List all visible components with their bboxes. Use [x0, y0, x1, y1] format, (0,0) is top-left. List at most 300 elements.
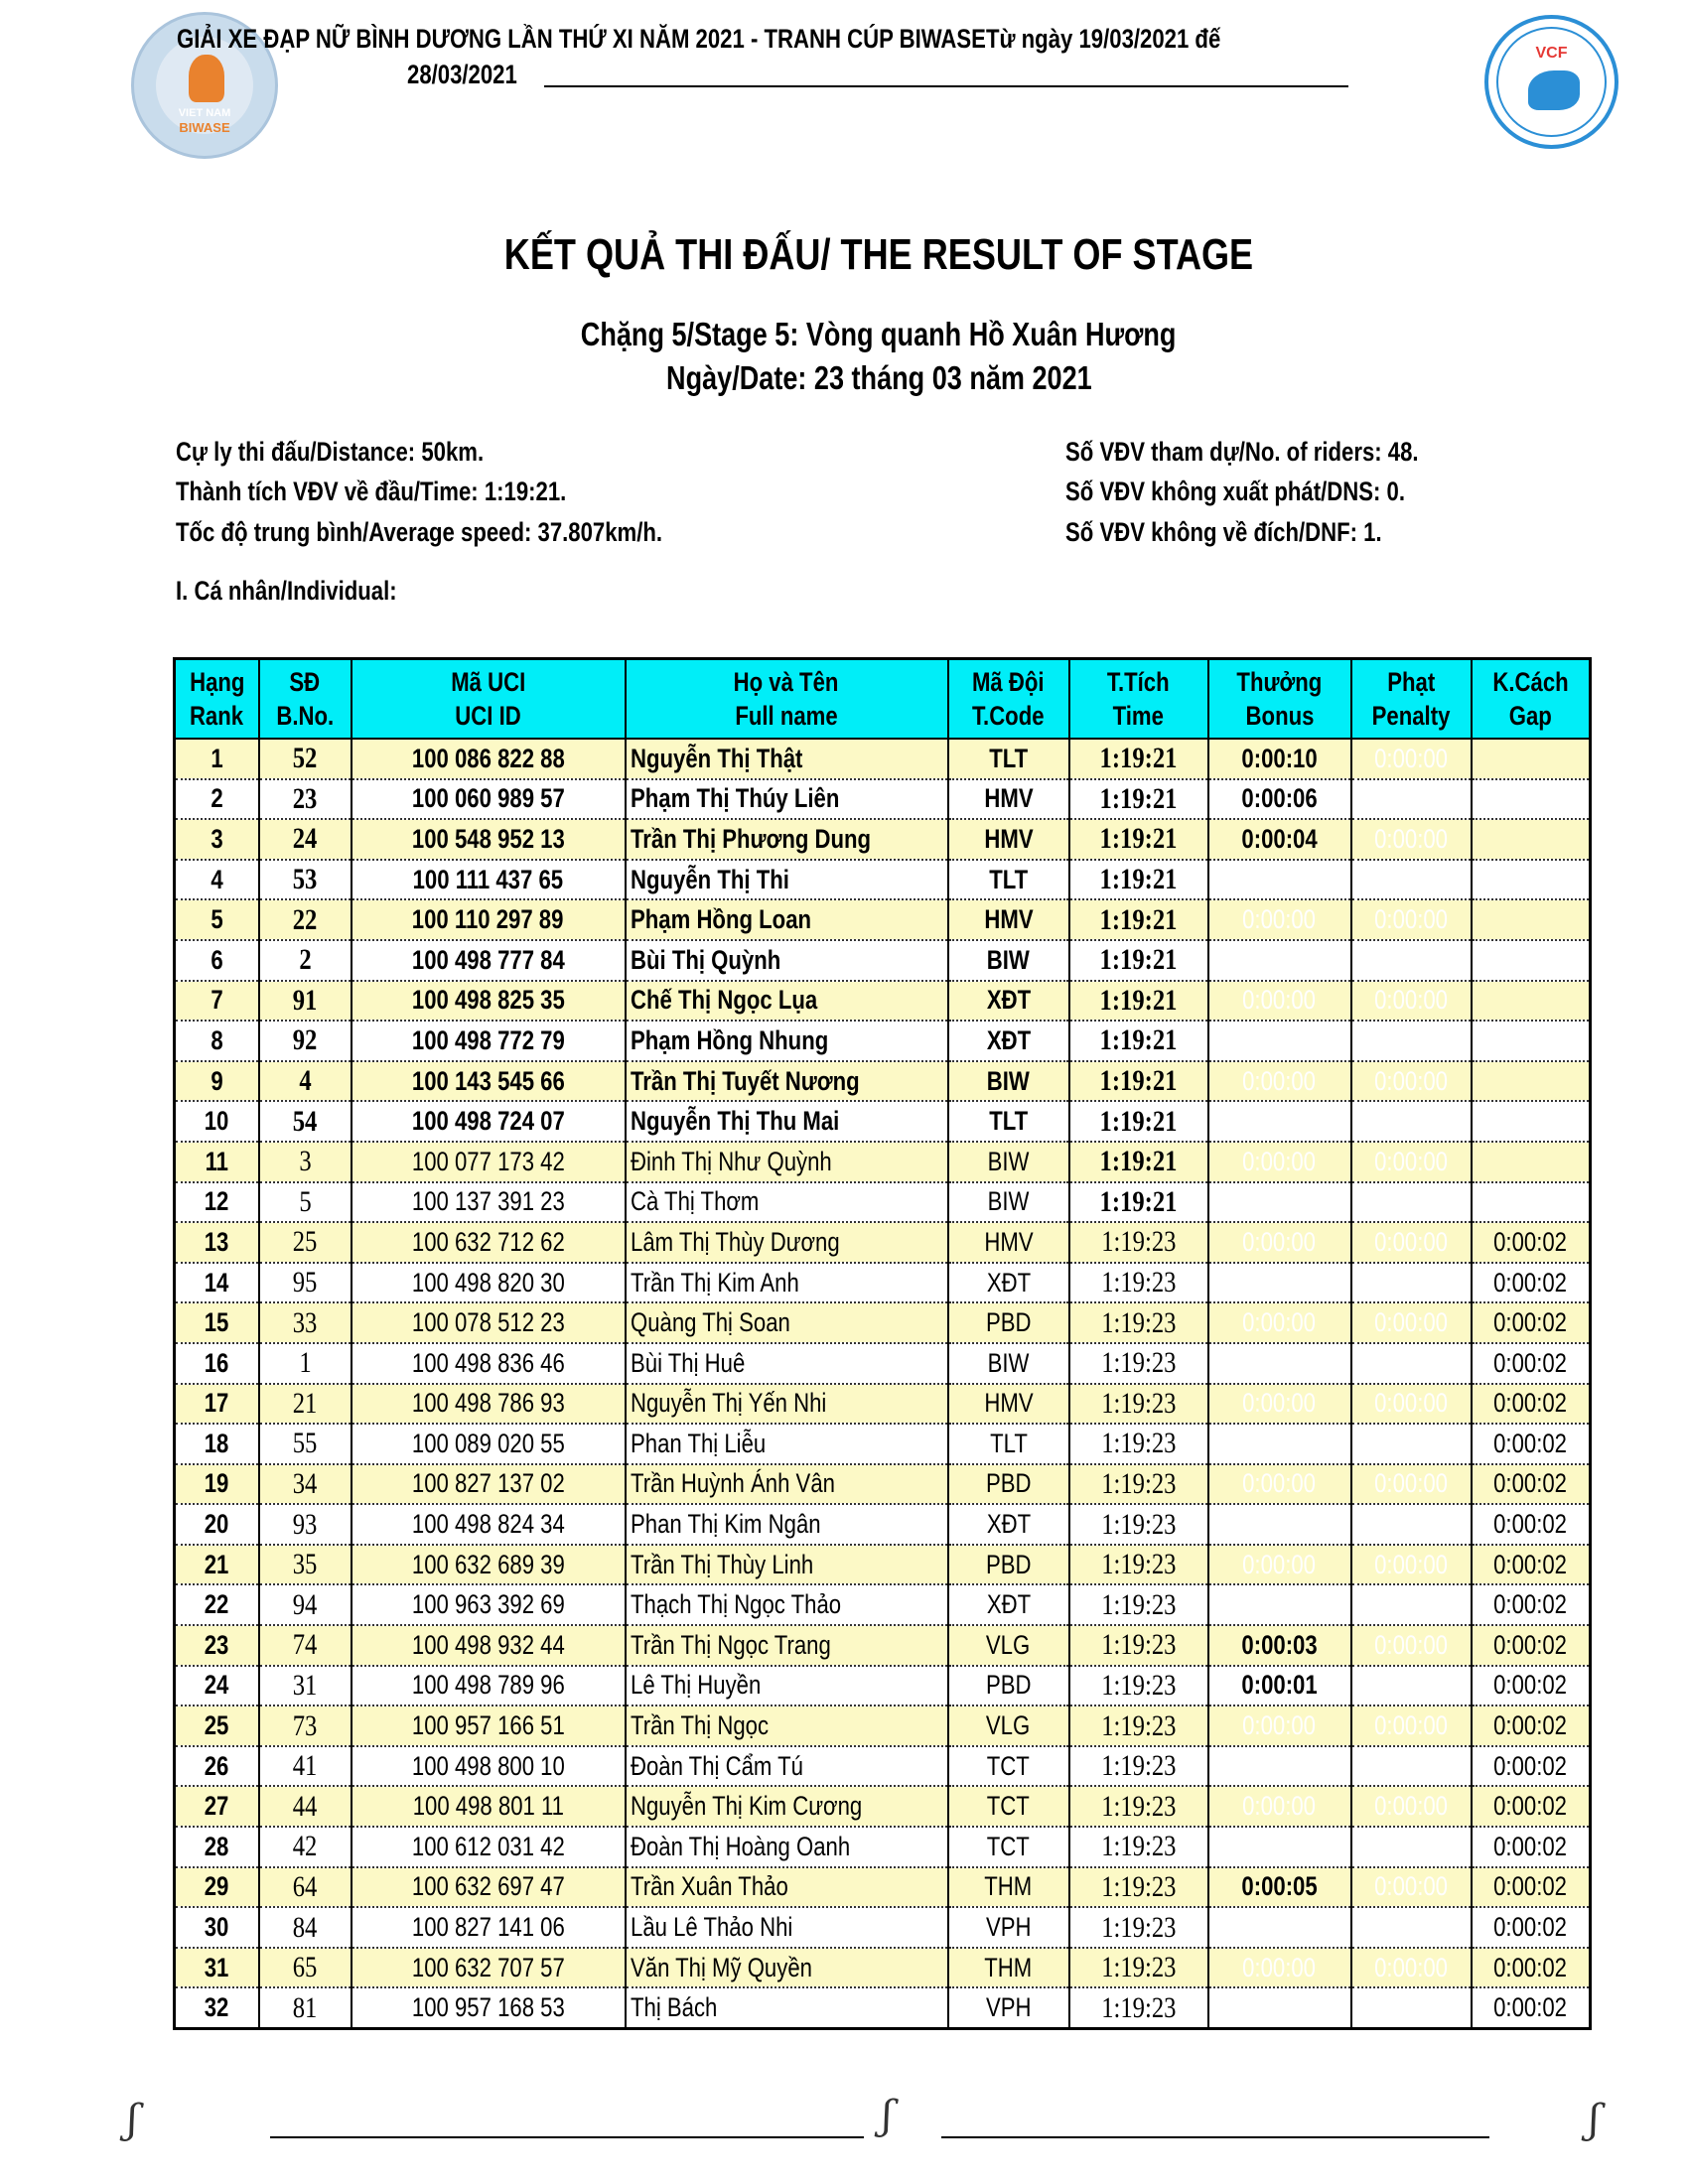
- bonus-time-value: 0:00:01: [1241, 1670, 1318, 1701]
- riders-count-text: Số VĐV tham dự/No. of riders: 48.: [1065, 437, 1419, 467]
- cell-full-name: [626, 1625, 948, 1666]
- bib-number-value: 35: [292, 1548, 318, 1581]
- bonus-time-value: 0:00:04: [1241, 823, 1318, 854]
- cell-bib-number: [259, 1545, 352, 1585]
- cell-penalty-time: [1351, 940, 1472, 981]
- full-name-value: Trần Thị Ngọc: [630, 1710, 769, 1741]
- cell-finish-time: [1069, 860, 1208, 900]
- bib-number-value: 74: [292, 1628, 318, 1662]
- cell-bib-number: [259, 779, 352, 820]
- logo-text-biwase: BIWASE: [179, 120, 230, 135]
- cell-full-name: [626, 899, 948, 940]
- full-name-value: Phan Thị Kim Ngân: [630, 1509, 821, 1540]
- team-code-value: VPH: [985, 1992, 1032, 2023]
- cell-full-name: [626, 981, 948, 1022]
- cell-team-code: [948, 1948, 1069, 1988]
- uci-id-value: 100 632 689 39: [411, 1549, 565, 1579]
- uci-id-value: 100 612 031 42: [411, 1831, 565, 1861]
- finish-time-value: 1:19:23: [1100, 1225, 1177, 1259]
- team-code-value: XĐT: [986, 1589, 1031, 1620]
- cell-rank: [175, 1827, 259, 1867]
- cell-uci-id: [352, 1584, 626, 1625]
- team-code-value: PBD: [985, 1549, 1032, 1579]
- cell-team-code: [948, 1142, 1069, 1182]
- cell-bonus-time: [1208, 860, 1351, 900]
- cell-bonus-time: [1208, 1384, 1351, 1425]
- cell-rank: [175, 1263, 259, 1303]
- cell-time-gap: [1472, 1302, 1591, 1343]
- column-header-uci-id: [352, 659, 626, 740]
- tournament-header: [177, 24, 1450, 55]
- finish-time-value: 1:19:21: [1099, 1024, 1178, 1057]
- bonus-time-value: 0:00:00: [1242, 985, 1317, 1016]
- team-code-value: TLT: [989, 743, 1028, 773]
- uci-id-value: 100 498 724 07: [411, 1106, 565, 1137]
- team-code-value: VLG: [986, 1710, 1031, 1741]
- penalty-time-value: 0:00:00: [1374, 904, 1448, 935]
- uci-id-value: 100 498 820 30: [411, 1267, 565, 1297]
- cell-rank: [175, 1545, 259, 1585]
- finish-time-value: 1:19:23: [1100, 1668, 1177, 1702]
- uci-id-value: 100 498 786 93: [411, 1388, 565, 1419]
- team-code-value: THM: [984, 1871, 1033, 1902]
- section-heading: [176, 576, 446, 607]
- uci-id-value: 100 498 772 79: [411, 1024, 565, 1055]
- cell-time-gap: [1472, 1384, 1591, 1425]
- bonus-time-value: 0:00:00: [1242, 1468, 1317, 1499]
- cell-bib-number: [259, 1786, 352, 1827]
- uci-id-value: 100 498 777 84: [411, 944, 565, 975]
- cell-uci-id: [352, 1987, 626, 2028]
- uci-id-value: 100 827 141 06: [411, 1912, 565, 1943]
- cell-bonus-time: [1208, 1948, 1351, 1988]
- cell-finish-time: [1069, 1987, 1208, 2028]
- cell-rank: [175, 1061, 259, 1102]
- rank-value: 31: [204, 1952, 229, 1982]
- finish-time-value: 1:19:23: [1100, 1346, 1177, 1380]
- section-heading-text: I. Cá nhân/Individual:: [176, 576, 397, 606]
- full-name-value: Nguyễn Thị Thi: [630, 864, 789, 894]
- cell-uci-id: [352, 1666, 626, 1706]
- finish-time-value: 1:19:23: [1100, 1951, 1177, 1984]
- cell-full-name: [626, 1987, 948, 2028]
- cell-penalty-time: [1351, 1222, 1472, 1263]
- cell-rank: [175, 1464, 259, 1505]
- team-code-value: BIW: [986, 944, 1031, 975]
- time-gap-value: 0:00:02: [1493, 1831, 1568, 1861]
- cell-time-gap: [1472, 1867, 1591, 1908]
- cell-rank: [175, 860, 259, 900]
- page-title: [0, 230, 1688, 280]
- cell-time-gap: [1472, 1625, 1591, 1666]
- cell-uci-id: [352, 1545, 626, 1585]
- cell-team-code: [948, 1263, 1069, 1303]
- cell-penalty-time: [1351, 1384, 1472, 1425]
- column-header-vi: Họ và Tên: [734, 667, 839, 697]
- table-row: [175, 1625, 1591, 1666]
- cell-uci-id: [352, 1182, 626, 1223]
- finish-time-value: 1:19:21: [1099, 781, 1178, 815]
- full-name-value: Thạch Thị Ngọc Thảo: [630, 1589, 841, 1620]
- cell-uci-id: [352, 1343, 626, 1384]
- cell-bib-number: [259, 1907, 352, 1948]
- cell-time-gap: [1472, 860, 1591, 900]
- rank-value: 24: [204, 1670, 229, 1701]
- finish-time-value: 1:19:23: [1100, 1628, 1177, 1662]
- table-row: [175, 1384, 1591, 1425]
- uci-id-value: 100 632 697 47: [411, 1871, 565, 1902]
- column-header-vi: K.Cách: [1492, 667, 1569, 697]
- table-row: [175, 1867, 1591, 1908]
- cell-full-name: [626, 739, 948, 779]
- cell-full-name: [626, 1464, 948, 1505]
- cell-finish-time: [1069, 1263, 1208, 1303]
- cell-uci-id: [352, 779, 626, 820]
- tournament-header-date: [407, 60, 541, 90]
- penalty-time-value: 0:00:00: [1374, 1226, 1448, 1257]
- cell-time-gap: [1472, 1545, 1591, 1585]
- cell-rank: [175, 1021, 259, 1061]
- cell-full-name: [626, 860, 948, 900]
- cell-bonus-time: [1208, 779, 1351, 820]
- dns-text: Số VĐV không xuất phát/DNS: 0.: [1065, 477, 1405, 506]
- full-name-value: Nguyễn Thị Kim Cương: [630, 1791, 862, 1822]
- finish-time-value: 1:19:21: [1099, 1064, 1178, 1098]
- cell-bib-number: [259, 1182, 352, 1223]
- full-name-value: Đinh Thị Như Quỳnh: [630, 1146, 832, 1176]
- cell-bonus-time: [1208, 1987, 1351, 2028]
- rank-value: 19: [204, 1468, 229, 1499]
- table-row: [175, 899, 1591, 940]
- rank-value: 16: [204, 1347, 229, 1378]
- footer-line-right: [941, 2136, 1489, 2138]
- cell-rank: [175, 1948, 259, 1988]
- cell-full-name: [626, 1061, 948, 1102]
- cell-full-name: [626, 1504, 948, 1545]
- time-gap-value: 0:00:02: [1493, 1267, 1568, 1297]
- penalty-time-value: 0:00:00: [1374, 1629, 1448, 1660]
- cell-time-gap: [1472, 1987, 1591, 2028]
- cell-finish-time: [1069, 1101, 1208, 1142]
- uci-id-value: 100 498 789 96: [411, 1670, 565, 1701]
- cell-bonus-time: [1208, 1424, 1351, 1464]
- table-row: [175, 1987, 1591, 2028]
- cell-team-code: [948, 1706, 1069, 1746]
- cell-team-code: [948, 1504, 1069, 1545]
- rank-value: 17: [204, 1388, 229, 1419]
- cell-team-code: [948, 1424, 1069, 1464]
- cell-bib-number: [259, 860, 352, 900]
- table-row: [175, 1222, 1591, 1263]
- cell-uci-id: [352, 1263, 626, 1303]
- cell-bonus-time: [1208, 1464, 1351, 1505]
- column-header-en: UCI ID: [455, 701, 521, 731]
- cell-rank: [175, 1384, 259, 1425]
- bonus-time-value: 0:00:06: [1241, 783, 1318, 814]
- uci-id-value: 100 060 989 57: [411, 783, 565, 814]
- rank-value: 29: [204, 1871, 229, 1902]
- cell-team-code: [948, 1666, 1069, 1706]
- bib-number-value: 52: [292, 742, 318, 775]
- cell-team-code: [948, 860, 1069, 900]
- rank-value: 15: [204, 1307, 229, 1338]
- cell-team-code: [948, 1987, 1069, 2028]
- cell-team-code: [948, 1786, 1069, 1827]
- cell-finish-time: [1069, 1786, 1208, 1827]
- finish-time-value: 1:19:23: [1100, 1910, 1177, 1944]
- finish-time-value: 1:19:23: [1100, 1548, 1177, 1581]
- cell-uci-id: [352, 1222, 626, 1263]
- cell-full-name: [626, 1302, 948, 1343]
- cell-bib-number: [259, 1302, 352, 1343]
- cell-rank: [175, 1424, 259, 1464]
- cell-finish-time: [1069, 1948, 1208, 1988]
- cell-bonus-time: [1208, 1867, 1351, 1908]
- table-row: [175, 1021, 1591, 1061]
- cell-bib-number: [259, 1142, 352, 1182]
- cell-bonus-time: [1208, 1061, 1351, 1102]
- cell-time-gap: [1472, 1343, 1591, 1384]
- cell-penalty-time: [1351, 1625, 1472, 1666]
- cell-rank: [175, 1182, 259, 1223]
- cell-finish-time: [1069, 1666, 1208, 1706]
- full-name-value: Trần Thị Tuyết Nương: [630, 1065, 860, 1096]
- header-underline: [544, 85, 1348, 87]
- column-header-vi: T.Tích: [1107, 667, 1170, 697]
- uci-id-value: 100 498 800 10: [411, 1750, 565, 1781]
- rank-value: 4: [211, 864, 223, 894]
- penalty-time-value: 0:00:00: [1374, 1549, 1448, 1579]
- team-code-value: TLT: [989, 1428, 1028, 1458]
- cell-time-gap: [1472, 940, 1591, 981]
- cell-bib-number: [259, 1343, 352, 1384]
- rank-value: 11: [205, 1146, 228, 1176]
- cell-bib-number: [259, 1746, 352, 1787]
- cell-full-name: [626, 1948, 948, 1988]
- cell-bib-number: [259, 981, 352, 1022]
- cell-uci-id: [352, 1302, 626, 1343]
- rank-value: 18: [204, 1428, 229, 1458]
- cell-penalty-time: [1351, 899, 1472, 940]
- cell-penalty-time: [1351, 1302, 1472, 1343]
- cell-finish-time: [1069, 1142, 1208, 1182]
- cell-team-code: [948, 819, 1069, 860]
- uci-id-value: 100 963 392 69: [411, 1589, 565, 1620]
- cell-time-gap: [1472, 1827, 1591, 1867]
- penalty-time-value: 0:00:00: [1374, 1710, 1448, 1741]
- cell-finish-time: [1069, 1706, 1208, 1746]
- cell-uci-id: [352, 739, 626, 779]
- full-name-value: Văn Thị Mỹ Quyền: [630, 1952, 812, 1982]
- cell-time-gap: [1472, 1706, 1591, 1746]
- cell-finish-time: [1069, 819, 1208, 860]
- cell-bib-number: [259, 1021, 352, 1061]
- full-name-value: Trần Thị Kim Anh: [630, 1267, 799, 1297]
- cell-time-gap: [1472, 899, 1591, 940]
- table-row: [175, 1666, 1591, 1706]
- bib-number-value: 24: [292, 822, 318, 856]
- cell-penalty-time: [1351, 1584, 1472, 1625]
- cell-finish-time: [1069, 1907, 1208, 1948]
- table-row: [175, 1061, 1591, 1102]
- full-name-value: Cà Thị Thơm: [630, 1186, 759, 1217]
- cell-finish-time: [1069, 1625, 1208, 1666]
- full-name-value: Lê Thị Huyền: [630, 1670, 761, 1701]
- bonus-time-value: 0:00:00: [1242, 1952, 1317, 1982]
- penalty-time-value: 0:00:00: [1374, 1307, 1448, 1338]
- finish-time-value: 1:19:23: [1100, 1386, 1177, 1420]
- rank-value: 20: [204, 1509, 229, 1540]
- column-header-en: Full name: [735, 701, 838, 731]
- column-header-en: Gap: [1508, 701, 1552, 731]
- time-gap-value: 0:00:02: [1493, 1509, 1568, 1540]
- rank-value: 13: [204, 1226, 229, 1257]
- cell-team-code: [948, 1746, 1069, 1787]
- cyclist-icon: ʃ: [1589, 2097, 1600, 2142]
- uci-id-value: 100 957 168 53: [411, 1992, 565, 2023]
- cell-full-name: [626, 1746, 948, 1787]
- cell-finish-time: [1069, 1464, 1208, 1505]
- cell-bonus-time: [1208, 1907, 1351, 1948]
- cell-time-gap: [1472, 1948, 1591, 1988]
- cell-time-gap: [1472, 1263, 1591, 1303]
- cell-uci-id: [352, 1746, 626, 1787]
- cell-uci-id: [352, 1101, 626, 1142]
- cell-penalty-time: [1351, 1827, 1472, 1867]
- team-code-value: PBD: [985, 1468, 1032, 1499]
- finish-time-value: 1:19:23: [1100, 1466, 1177, 1500]
- cell-bib-number: [259, 899, 352, 940]
- column-header-rank: [175, 659, 259, 740]
- average-speed-info: [176, 517, 770, 548]
- penalty-time-value: 0:00:00: [1374, 1791, 1448, 1822]
- finish-time-value: 1:19:21: [1099, 742, 1178, 775]
- team-code-value: TCT: [986, 1750, 1031, 1781]
- riders-count-info: [1065, 437, 1496, 468]
- cell-penalty-time: [1351, 1504, 1472, 1545]
- bib-number-value: 1: [298, 1346, 312, 1380]
- cell-uci-id: [352, 1021, 626, 1061]
- finish-time-value: 1:19:21: [1099, 1104, 1178, 1138]
- cell-finish-time: [1069, 1343, 1208, 1384]
- penalty-time-value: 0:00:00: [1374, 823, 1448, 854]
- bib-number-value: 41: [292, 1749, 318, 1783]
- results-body: [175, 739, 1591, 2029]
- team-code-value: VPH: [985, 1912, 1032, 1943]
- cell-full-name: [626, 1666, 948, 1706]
- table-row: [175, 1907, 1591, 1948]
- cell-uci-id: [352, 1625, 626, 1666]
- bib-number-value: 93: [292, 1507, 318, 1541]
- uci-id-value: 100 086 822 88: [411, 743, 565, 773]
- cell-rank: [175, 739, 259, 779]
- column-header-en: Penalty: [1371, 701, 1451, 731]
- full-name-value: Trần Xuân Thảo: [630, 1871, 788, 1902]
- cell-bonus-time: [1208, 1625, 1351, 1666]
- bib-number-value: 92: [292, 1024, 318, 1057]
- time-gap-value: 0:00:02: [1493, 1549, 1568, 1579]
- uci-id-value: 100 077 173 42: [411, 1146, 565, 1176]
- cell-penalty-time: [1351, 779, 1472, 820]
- penalty-time-value: 0:00:00: [1374, 1871, 1448, 1902]
- full-name-value: Trần Huỳnh Ánh Vân: [630, 1468, 835, 1499]
- rank-value: 25: [204, 1710, 229, 1741]
- cell-bib-number: [259, 1625, 352, 1666]
- time-gap-value: 0:00:02: [1493, 1629, 1568, 1660]
- time-gap-value: 0:00:02: [1493, 1952, 1568, 1982]
- cell-uci-id: [352, 819, 626, 860]
- cell-uci-id: [352, 1786, 626, 1827]
- cell-bonus-time: [1208, 1666, 1351, 1706]
- cell-time-gap: [1472, 779, 1591, 820]
- rank-value: 27: [204, 1791, 229, 1822]
- table-row: [175, 1263, 1591, 1303]
- cell-team-code: [948, 1343, 1069, 1384]
- full-name-value: Chế Thị Ngọc Lụa: [630, 985, 817, 1016]
- cell-time-gap: [1472, 1142, 1591, 1182]
- finish-time-value: 1:19:23: [1100, 1830, 1177, 1863]
- cell-penalty-time: [1351, 1101, 1472, 1142]
- finish-time-value: 1:19:23: [1100, 1789, 1177, 1823]
- bib-number-value: 33: [292, 1305, 318, 1339]
- cell-full-name: [626, 1101, 948, 1142]
- cell-team-code: [948, 899, 1069, 940]
- full-name-value: Quàng Thị Soan: [630, 1307, 790, 1338]
- table-row: [175, 981, 1591, 1022]
- cell-penalty-time: [1351, 1746, 1472, 1787]
- cell-uci-id: [352, 899, 626, 940]
- cell-penalty-time: [1351, 1464, 1472, 1505]
- cell-penalty-time: [1351, 1545, 1472, 1585]
- team-code-value: HMV: [983, 1226, 1034, 1257]
- column-header-en: T.Code: [972, 701, 1045, 731]
- stage-date-text: Ngày/Date: 23 tháng 03 năm 2021: [665, 359, 1092, 396]
- finish-time-value: 1:19:21: [1099, 1145, 1178, 1178]
- column-header-vi: Hạng: [189, 667, 244, 697]
- bib-number-value: 21: [292, 1386, 318, 1420]
- leader-time-text: Thành tích VĐV về đầu/Time: 1:19:21.: [176, 477, 567, 506]
- bib-number-value: 34: [292, 1466, 318, 1500]
- cell-uci-id: [352, 940, 626, 981]
- cell-bib-number: [259, 1827, 352, 1867]
- cell-rank: [175, 1343, 259, 1384]
- cell-uci-id: [352, 1142, 626, 1182]
- finish-time-value: 1:19:21: [1099, 822, 1178, 856]
- cell-bib-number: [259, 1666, 352, 1706]
- cell-bib-number: [259, 739, 352, 779]
- full-name-value: Phạm Thị Thúy Liên: [630, 783, 839, 814]
- cell-rank: [175, 1504, 259, 1545]
- cell-team-code: [948, 1625, 1069, 1666]
- time-gap-value: 0:00:02: [1493, 1710, 1568, 1741]
- cell-penalty-time: [1351, 1907, 1472, 1948]
- rank-value: 14: [204, 1267, 229, 1297]
- cell-penalty-time: [1351, 1263, 1472, 1303]
- cell-bib-number: [259, 1061, 352, 1102]
- cell-penalty-time: [1351, 1061, 1472, 1102]
- cell-uci-id: [352, 1827, 626, 1867]
- cell-rank: [175, 1142, 259, 1182]
- cell-team-code: [948, 981, 1069, 1022]
- time-gap-value: 0:00:02: [1493, 1791, 1568, 1822]
- rank-value: 7: [211, 985, 223, 1016]
- team-code-value: PBD: [985, 1670, 1032, 1701]
- cell-bib-number: [259, 1263, 352, 1303]
- cell-bib-number: [259, 1706, 352, 1746]
- bonus-time-value: 0:00:00: [1242, 1388, 1317, 1419]
- rank-value: 22: [204, 1589, 229, 1620]
- cell-rank: [175, 1666, 259, 1706]
